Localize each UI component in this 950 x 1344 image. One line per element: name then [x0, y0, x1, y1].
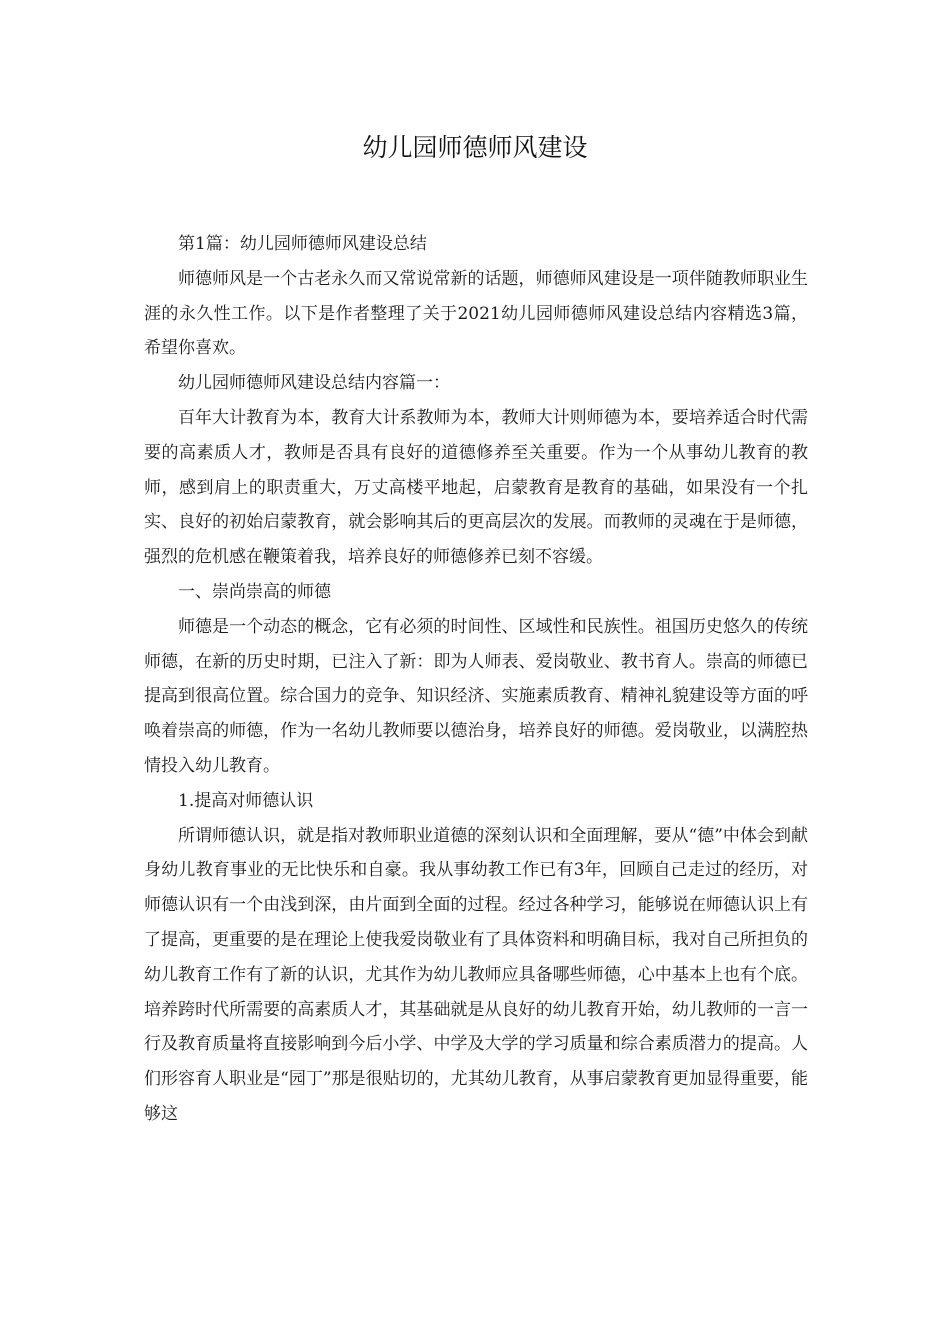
- paragraph-body: 所谓师德认识，就是指对教师职业道德的深刻认识和全面理解，要从“德”中体会到献身幼儿教育事业的无比快乐和自豪。我从事幼教工作已有3年，回顾自己走过的经历，对师德认识有一个由浅到深，由片面到全面的过程。经过各种学习，能够说在师德认识上有了提高，更重要的是在理论上使我爱岗敬业有了具体资料和明确目标，我对自己所担负的幼儿教育工作有了新的认识，尤其作为幼儿教师应具备哪些师德，心中基本上也有个底。培养跨时代所需要的高素质人才，其基础就是从良好的幼儿教育开始，幼儿教师的一言一行及教育质量将直接影响到今后小学、中学及大学的学习质量和综合素质潜力的提高。人们形容育人职业是“园丁”那是很贴切的，尤其幼儿教育，从事启蒙教育更加显得重要，能够这: [144, 825, 808, 1124]
- paragraph-intro: 师德师风是一个古老永久而又常说常新的话题，师德师风建设是一项伴随教师职业生涯的永久性工作。以下是作者整理了关于2021幼儿园师德师风建设总结内容精选3篇，希望你喜欢。: [144, 268, 808, 359]
- paragraph-body: 百年大计教育为本，教育大计系教师为本，教师大计则师德为本，要培养适合时代需要的高素质人才，教师是否具有良好的道德修养至关重要。作为一个从事幼儿教育的教师，感到肩上的职责重大，万丈高楼平地起，启蒙教育是教育的基础，如果没有一个扎实、良好的初始启蒙教育，就会影响其后的更高层次的发展。而教师的灵魂在于是师德，强烈的危机感在鞭策着我，培养良好的师德修养已刻不容缓。: [144, 407, 808, 568]
- paragraph-body: 师德是一个动态的概念，它有必须的时间性、区域性和民族性。祖国历史悠久的传统师德，在新的历史时期，已注入了新：即为人师表、爱岗敬业、教书育人。崇高的师德已提高到很高位置。综合国力的竞争、知识经济、实施素质教育、精神礼貌建设等方面的呼唤着崇高的师德，作为一名幼儿教师要以德治身，培养良好的师德。爱岗敬业，以满腔热情投入幼儿教育。: [144, 616, 808, 776]
- document-title: 幼儿园师德师风建设: [362, 133, 588, 162]
- paragraph-section-heading: 幼儿园师德师风建设总结内容篇一：: [178, 373, 450, 394]
- document-body: [144, 227, 808, 1132]
- paragraph-subheading-1: 一、崇尚崇高的师德: [178, 581, 331, 602]
- paragraph-subheading-1-1: 1.提高对师德认识: [178, 790, 314, 811]
- paragraph-chapter-heading: 第1篇：幼儿园师德师风建设总结: [178, 234, 427, 254]
